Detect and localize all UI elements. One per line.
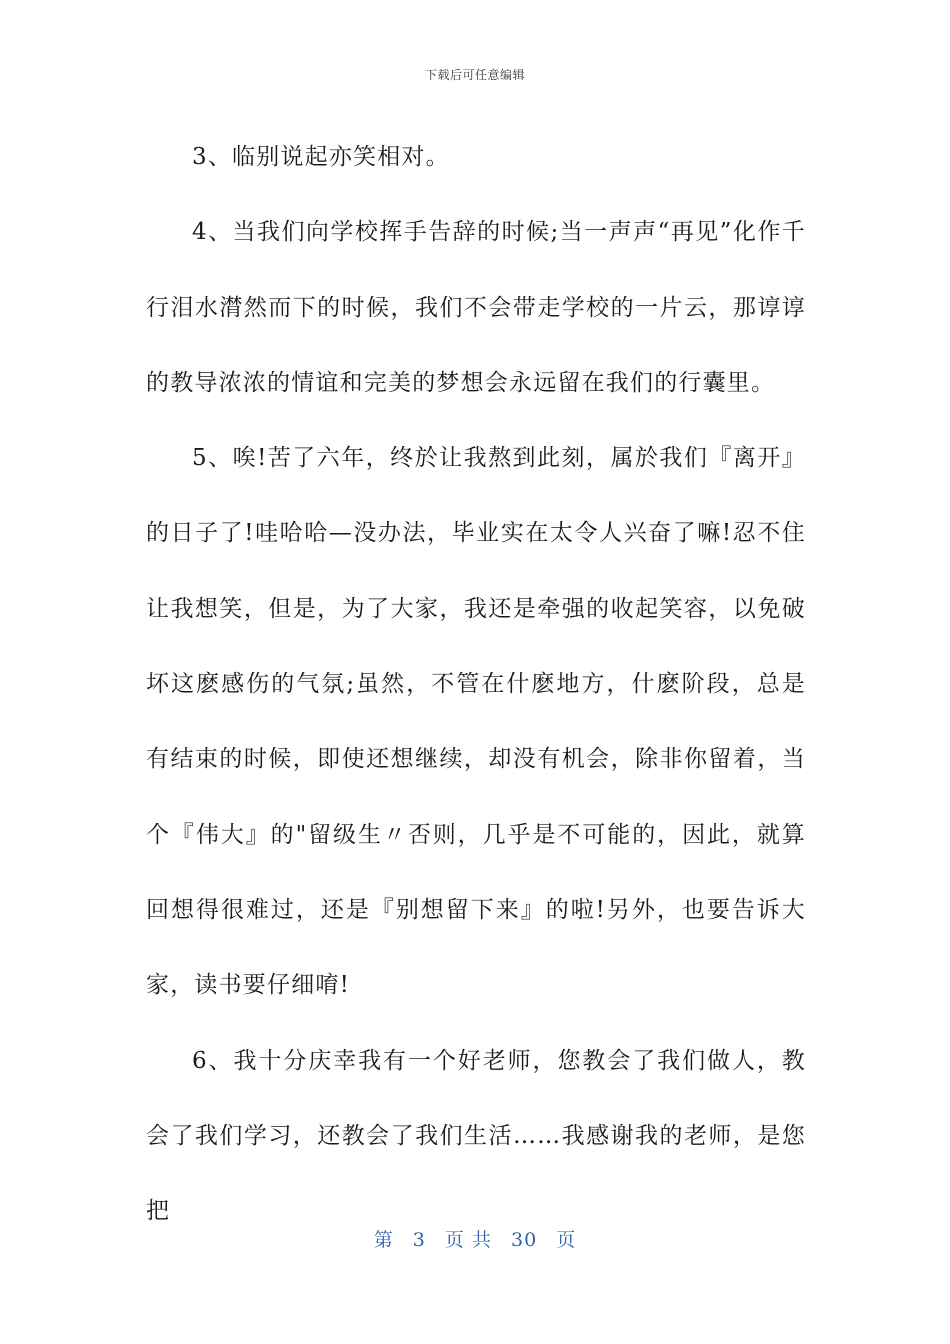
page-header: 下载后可任意编辑 — [424, 68, 525, 82]
footer-suffix: 页 — [556, 1229, 577, 1251]
paragraph-4: 4、当我们向学校挥手告辞的时候;当一声声“再见”化作千行泪水潸然而下的时候，我们不会带走学校的一片云，那谆谆的教导浓浓的情谊和完美的梦想会永远留在我们的行囊里。 — [146, 219, 806, 396]
document-body — [146, 120, 806, 1249]
page-footer — [0, 1225, 950, 1252]
footer-total-pages: 30 — [511, 1229, 538, 1251]
footer-middle: 页 共 — [444, 1229, 492, 1251]
paragraph-6: 6、我十分庆幸我有一个好老师，您教会了我们做人，教会了我们学习，还教会了我们生活……我感谢我的老师，是您把 — [146, 1047, 806, 1225]
paragraph-3: 3、临别说起亦笑相对。 — [192, 144, 450, 170]
paragraph-5: 5、唉!苦了六年，终於让我熬到此刻，属於我们『离开』的日子了!哇哈哈—没办法，毕业实在太令人兴奋了嘛!忍不住让我想笑，但是，为了大家，我还是牵强的收起笑容，以免破坏这麽感伤的气氛;虽然，不管在什麽地方，什麽阶段，总是有结束的时候，即使还想继续，却没有机会，除非你留着，当个『伟大』的"留级生〃否则，几乎是不可能的，因此，就算回想得很难过，还是『别想留下来』的啦!另外，也要告诉大家，读书要仔细唷! — [146, 445, 806, 999]
footer-page-number: 3 — [412, 1229, 426, 1251]
footer-prefix: 第 — [373, 1229, 394, 1251]
